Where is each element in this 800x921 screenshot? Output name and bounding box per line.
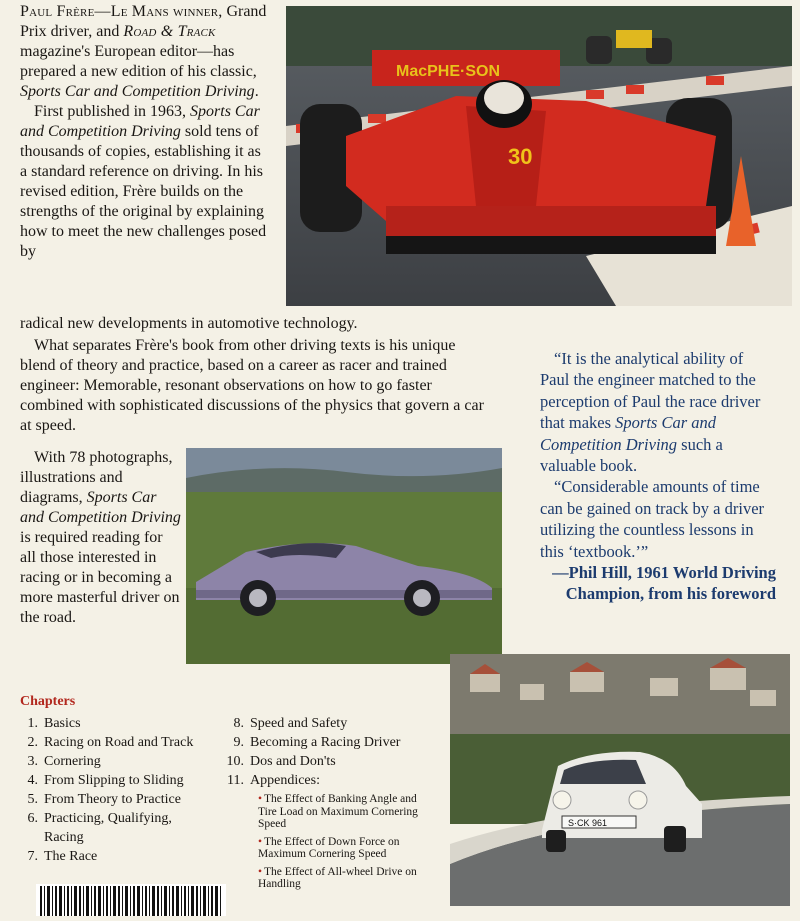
pull-quote bbox=[540, 348, 776, 605]
book-title: Sports Car and Competition Driving bbox=[20, 103, 260, 140]
chapters-list-col1 bbox=[20, 714, 225, 866]
intro-paragraph-3: What separates Frère's book from other driving texts is his unique blend of theory and practice, based on a career as racer and trained engineer: Memorable, resonant observations on how to go faster combined with sophisticated discussions of the physics that govern a car at speed. bbox=[20, 337, 484, 434]
intro-paragraph-2: First published in 1963, Sports Car and Competition Driving sold tens of thousands of copies, establishing it as a standard reference on driving. In his revised edition, Frère builds on the strengths of the original by explaining how to meet the new challenges posed by bbox=[20, 103, 267, 260]
intro-paragraph-4: With 78 photographs, illustrations and diagrams, Sports Car and Competition Driving is required reading for all those interested in racing or in becoming a more masterful driver on the road. bbox=[20, 449, 181, 626]
appendix-item: • The Effect of Down Force on Maximum Cornering Speed bbox=[258, 835, 400, 860]
chapter-item: 10. Dos and Don'ts bbox=[226, 754, 336, 769]
quote-paragraph-2: “Considerable amounts of time can be gained on track by a driver utilizing the countless lessons in this ‘textbook.’” bbox=[540, 477, 765, 561]
quote-attribution: —Phil Hill, 1961 World Driving Champion, from his foreword bbox=[552, 563, 776, 604]
intro-paragraph-1: Paul Frère—Le Mans winner, Grand Prix driver, and Road & Track magazine's European editor—has prepared a new edition of his classic, Sports Car and Competition Driving. bbox=[20, 3, 267, 100]
chapters-list-col2 bbox=[226, 714, 448, 896]
porsche-plate: S·CK 961 bbox=[568, 818, 608, 828]
book-title: Sports Car and Competition Driving bbox=[20, 83, 255, 100]
intro-text-top bbox=[20, 2, 270, 262]
chapter-item-continued: Racing bbox=[44, 830, 84, 845]
chapter-item: 5. From Theory to Practice bbox=[27, 792, 181, 807]
chapter-item: 9. Becoming a Racing Driver bbox=[233, 735, 401, 750]
race-car-sponsor: MacPHE·SON bbox=[396, 63, 501, 80]
chapter-item: 3. Cornering bbox=[27, 754, 101, 769]
quote-paragraph-1: “It is the analytical ability of Paul the engineer matched to the perception of Paul the race driver that makes Sports Car and Competition Driving such a valuable book. bbox=[540, 349, 761, 476]
chapter-item: 2. Racing on Road and Track bbox=[27, 735, 194, 750]
book-title: Sports Car and Competition Driving bbox=[540, 413, 717, 454]
chapter-item: 1. Basics bbox=[27, 716, 81, 731]
appendix-list bbox=[226, 793, 438, 891]
appendix-item: • The Effect of All-wheel Drive on Handling bbox=[258, 865, 417, 890]
chapter-item: 11. Appendices: bbox=[227, 773, 320, 788]
intro-lead: Paul Frère—Le Mans winner, bbox=[20, 3, 223, 20]
chapter-item: 8. Speed and Safety bbox=[233, 716, 348, 731]
race-car-photo bbox=[286, 6, 792, 306]
corvette-photo bbox=[186, 448, 502, 664]
book-title: Sports Car and Competition Driving bbox=[20, 489, 181, 526]
chapter-item: 4. From Slipping to Sliding bbox=[27, 773, 184, 788]
appendix-item: • The Effect of Banking Angle and Tire Load on Maximum Cornering Speed bbox=[258, 793, 418, 830]
porsche-photo bbox=[450, 654, 790, 906]
chapters-heading: Chapters bbox=[20, 694, 76, 709]
race-car-number: 30 bbox=[508, 144, 533, 169]
chapter-item: 7. The Race bbox=[27, 849, 98, 864]
magazine-name: Road & Track bbox=[123, 23, 216, 40]
intro-paragraph-2-end: radical new developments in automotive technology. bbox=[20, 315, 358, 332]
barcode bbox=[36, 884, 226, 916]
chapter-item: 6. Practicing, Qualifying, bbox=[27, 811, 172, 826]
